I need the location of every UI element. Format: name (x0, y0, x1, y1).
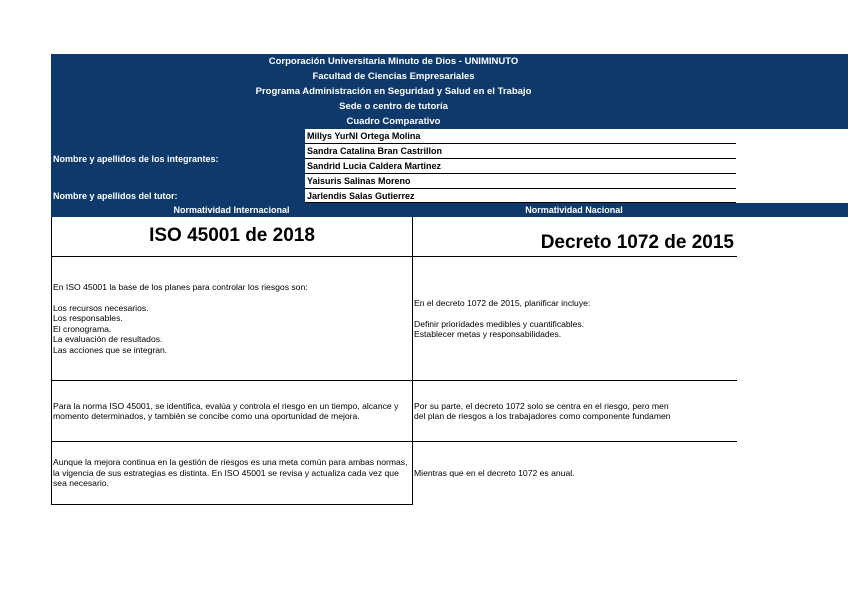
row1-international-cell (53, 257, 411, 380)
row2-national-cell (414, 381, 736, 441)
table-middle-border (412, 217, 413, 505)
tutor-name: Jarlendis Salas Gutierrez (305, 189, 736, 203)
row3-international-cell (53, 442, 411, 504)
international-title: ISO 45001 de 2018 (149, 225, 315, 247)
faculty-header: Facultad de Ciencias Empresariales (51, 69, 736, 84)
row1-national-cell (414, 257, 736, 380)
program-header: Programa Administración en Seguridad y Salud en el Trabajo (51, 84, 736, 99)
table-left-border (51, 217, 52, 505)
row1-international-text: En ISO 45001 la base de los planes para controlar los riesgos son: Los recursos necesarios. Los responsables. El cronograma. La evaluación de resultados. Las acciones que se integran. (53, 281, 308, 355)
international-column-header: Normatividad Internacional (51, 203, 412, 217)
row1-national-text: En el decreto 1072 de 2015, planificar incluye: Definir prioridades medibles y cuantificables. Establecer metas y responsabilidades. (414, 297, 591, 339)
header-band-extension (736, 54, 848, 129)
members-list (305, 129, 736, 189)
row3-national-cell (414, 442, 736, 504)
institution-header: Corporación Universitaria Minuto de Dios - UNIMINUTO (51, 54, 736, 69)
member-name: Yaisuris Salinas Moreno (305, 174, 736, 189)
document-type-header: Cuadro Comparativo (51, 114, 736, 129)
row2-international-cell (53, 381, 411, 441)
tutor-name-cell (305, 189, 736, 203)
national-title: Decreto 1072 de 2015 (540, 231, 734, 253)
center-header: Sede o centro de tutoría (51, 99, 736, 114)
tutor-label: Nombre y apellidos del tutor: (51, 189, 305, 203)
row3-national-text: Mientras que en el decreto 1072 es anual. (414, 467, 575, 478)
members-label: Nombre y apellidos de los integrantes: (51, 129, 305, 189)
row2-national-text: Por su parte, el decreto 1072 solo se centra en el riesgo, pero men del plan de riesgos a los trabajadores como componente fundamen (414, 400, 671, 421)
row2-international-text: Para la norma ISO 45001, se identifica, evalúa y controla el riesgo en un tiempo, alcance y momento determinados, y también se concibe como una oportunidad de mejora. (53, 400, 399, 421)
row3-international-text: Aunque la mejora continua en la gestión de riesgos es una meta común para ambas normas, la vigencia de sus estrategias es distinta. En ISO 45001 se revisa y actualiza cada vez que sea necesario. (53, 457, 408, 489)
table-bottom-border (51, 504, 413, 505)
member-name: Millys YurNI Ortega Molina (305, 129, 736, 144)
member-name: Sandrid Lucia Caldera Martinez (305, 159, 736, 174)
member-name: Sandra Catalina Bran Castrillon (305, 144, 736, 159)
national-column-header: Normatividad Nacional (412, 203, 848, 217)
